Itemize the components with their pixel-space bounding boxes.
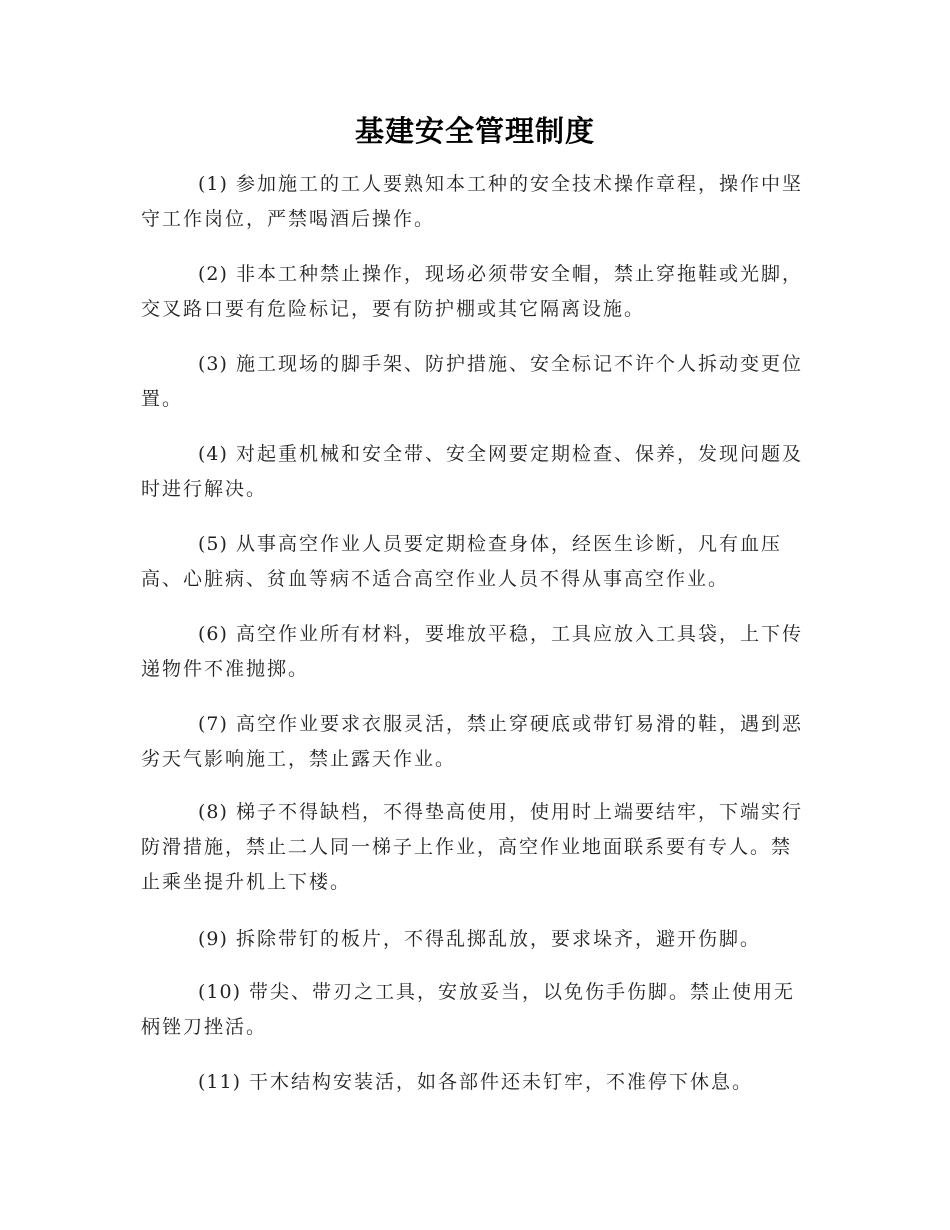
rule-item-6	[141, 617, 807, 687]
rule-item-7	[141, 707, 807, 777]
rule-number: (1)	[198, 173, 228, 195]
rule-number: (8)	[198, 801, 228, 823]
rule-item-5	[141, 527, 807, 597]
rule-item-4	[141, 437, 807, 507]
rule-number: (3)	[198, 353, 228, 375]
rule-number: (5)	[198, 533, 228, 555]
rule-text: 施工现场的脚手架、防护措施、安全标记不许个人拆动变更位置。	[141, 353, 803, 410]
rule-number: (2)	[198, 263, 228, 285]
rule-text: 高空作业所有材料，要堆放平稳，工具应放入工具袋，上下传递物件不准抛掷。	[141, 623, 803, 680]
rule-text: 拆除带钉的板片，不得乱掷乱放，要求垛齐，避开伤脚。	[227, 928, 761, 950]
rule-item-11	[141, 1065, 807, 1100]
rule-item-10	[141, 975, 807, 1045]
rule-number: (6)	[198, 623, 228, 645]
rule-text: 干木结构安装活，如各部件还未钉牢，不准停下休息。	[241, 1071, 754, 1093]
rule-number: (4)	[198, 443, 228, 465]
document-title: 基建安全管理制度	[354, 114, 595, 148]
rule-text: 参加施工的工人要熟知本工种的安全技术操作章程，操作中坚守工作岗位，严禁喝酒后操作。	[141, 173, 803, 230]
rule-item-8	[141, 795, 807, 900]
rule-text: 梯子不得缺档，不得垫高使用，使用时上端要结牢，下端实行防滑措施，禁止二人同一梯子上作业，高空作业地面联系要有专人。禁止乘坐提升机上下楼。	[141, 801, 803, 893]
rule-text: 从事高空作业人员要定期检查身体，经医生诊断，凡有血压高、心脏病、贫血等病不适合高空作业人员不得从事高空作业。	[141, 533, 782, 590]
rule-text: 对起重机械和安全带、安全网要定期检查、保养，发现问题及时进行解决。	[141, 443, 803, 500]
rule-number: (10)	[198, 981, 242, 1003]
rule-item-3	[141, 347, 807, 417]
rule-number: (7)	[198, 713, 228, 735]
rule-item-2	[141, 257, 807, 327]
rule-number: (11)	[198, 1071, 242, 1093]
rule-text: 高空作业要求衣服灵活，禁止穿硬底或带钉易滑的鞋，遇到恶劣天气影响施工，禁止露天作业。	[141, 713, 803, 770]
rule-number: (9)	[198, 928, 228, 950]
rule-item-1	[141, 167, 807, 237]
rule-text: 非本工种禁止操作，现场必须带安全帽，禁止穿拖鞋或光脚，交叉路口要有危险标记，要有防护棚或其它隔离设施。	[141, 263, 803, 320]
rule-text: 带尖、带刃之工具，安放妥当，以免伤手伤脚。禁止使用无柄锉刀挫活。	[141, 981, 796, 1038]
rule-item-9	[141, 922, 807, 957]
